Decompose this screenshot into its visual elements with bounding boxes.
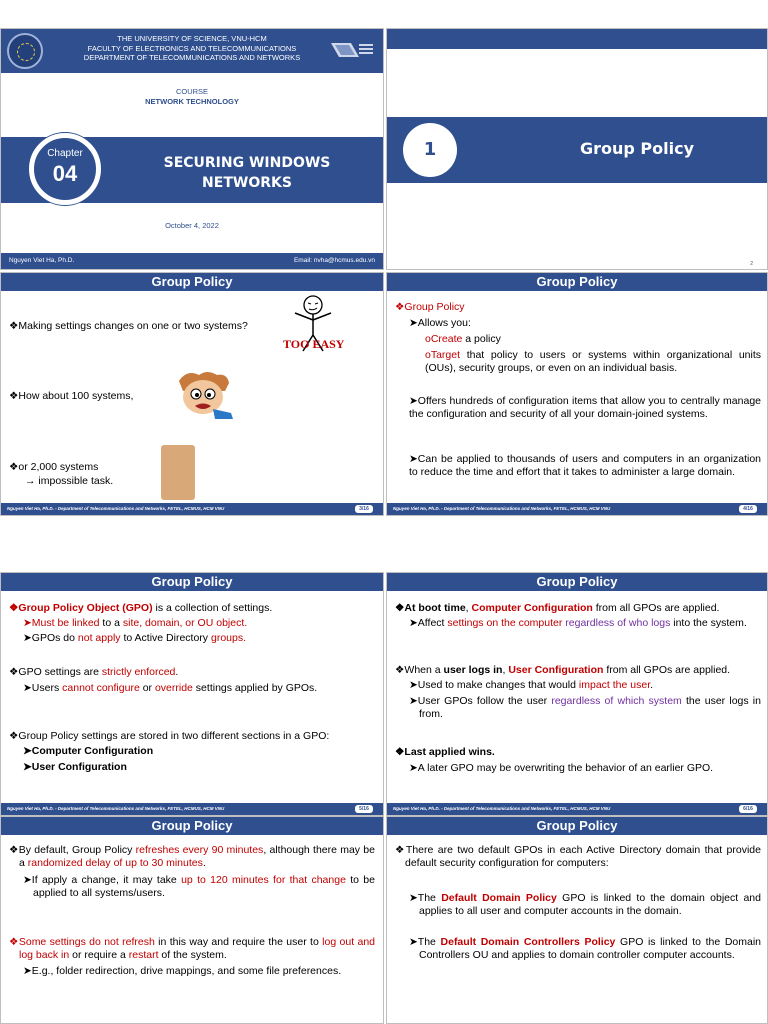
text-red: cannot configure <box>62 682 140 694</box>
bullet-line <box>9 602 272 615</box>
university-logo-icon <box>7 33 43 69</box>
text-plain: ➤Users <box>23 682 63 694</box>
department-line: DEPARTMENT OF TELECOMMUNICATIONS AND NETWORKS <box>83 53 301 62</box>
text-bold: user logs in <box>443 664 503 676</box>
slide-why-group-policy <box>0 272 384 516</box>
text-plain: to Active Directory <box>120 632 211 644</box>
text-plain: ➤The <box>409 936 441 948</box>
footer-text: Nguyen Viet Ha, Ph.D. - Department of Telecommunications and Networks, FETEL, HCMUS, HCM VNU <box>393 506 611 511</box>
chapter-title-line2: NETWORKS <box>202 175 292 191</box>
sub-bullet-line <box>409 695 761 721</box>
text-red: refreshes every 90 minutes <box>135 844 264 856</box>
text-plain: that policy to users or systems within organizational units (OUs), security groups, or even on an individual basis. <box>425 349 761 374</box>
chapter-title-line1: SECURING WINDOWS <box>163 155 331 171</box>
heading-bullet: ❖Group Policy <box>395 301 465 313</box>
bullet-line: ❖Group Policy settings are stored in two different sections in a GPO: <box>9 730 330 742</box>
text-plain: , although there may be a <box>19 844 375 869</box>
text-plain: is a collection of settings. <box>152 602 273 614</box>
text-plain: in this way and require the user to <box>154 936 323 948</box>
text-plain: ➤The <box>409 892 442 904</box>
lecture-date: October 4, 2022 <box>165 221 219 230</box>
text-plain: of the system. <box>158 949 227 961</box>
sub-bullet-line <box>23 632 246 645</box>
slide-footer <box>387 503 767 515</box>
page-number: 6/16 <box>739 805 757 813</box>
sub-bullet-text: ➤Allows you: <box>409 317 471 329</box>
text-plain: settings applied by GPOs. <box>192 682 318 694</box>
text-red: up to 120 minutes for that change <box>181 874 346 886</box>
text-plain: , <box>465 602 472 614</box>
text-bold: ❖At boot time <box>395 602 466 614</box>
text-red: ➤Must be linked <box>23 617 100 629</box>
chapter-title <box>131 153 363 193</box>
text-plain: ➤Used to make changes that would <box>409 679 579 691</box>
page-number: 2 <box>750 261 753 267</box>
text-plain: to a <box>99 617 123 629</box>
text-plain: or <box>139 682 155 694</box>
sub-bullet-line <box>409 617 761 630</box>
text-red: restart <box>128 949 159 961</box>
page-number: 5/16 <box>355 805 373 813</box>
text-plain: from all GPOs are applied. <box>592 602 720 614</box>
text-red: groups. <box>210 632 247 644</box>
university-line: THE UNIVERSITY OF SCIENCE, VNU-HCM <box>117 34 267 43</box>
footer-text: Nguyen Viet Ha, Ph.D. - Department of Telecommunications and Networks, FETEL, HCMUS, HCM VNU <box>7 806 225 811</box>
text-plain: ➤GPOs do <box>23 632 78 644</box>
bullet-line <box>9 844 375 870</box>
text-plain: GPO is linked to the domain object and applies to all user and computer accounts in the domain. <box>419 892 761 917</box>
text-plain: or require a <box>69 949 129 961</box>
section-title: Group Policy <box>579 139 695 158</box>
text-plain: . <box>650 679 654 691</box>
slide-title-bar: Group Policy <box>1 573 383 591</box>
text-red: impact the user <box>578 679 651 691</box>
text-plain: ❖When a <box>395 664 444 676</box>
bullet-text: ❖Making settings changes on one or two systems? <box>9 320 248 332</box>
too-easy-label: TOO EASY <box>283 337 345 351</box>
university-header <box>1 29 383 73</box>
bullet-text: ❖or 2,000 systems <box>9 461 99 473</box>
bullet-line: ❖Last applied wins. <box>395 746 495 758</box>
bullet-line <box>395 664 730 677</box>
text-plain: ➤User GPOs follow the user <box>409 695 552 707</box>
text-red: strictly enforced <box>101 666 176 678</box>
slide-configuration-application <box>386 572 768 816</box>
slide-title-bar: Group Policy <box>387 273 767 291</box>
slide-refresh-interval <box>0 816 384 1024</box>
text-red: not apply <box>77 632 121 644</box>
text-red: Target <box>430 349 461 361</box>
sub-bullet-text: → impossible task. <box>25 475 114 487</box>
slide-title <box>0 28 384 270</box>
chapter-number: 04 <box>52 161 78 186</box>
sub-bullet-line <box>409 936 761 962</box>
text-red: Create <box>430 333 463 345</box>
section-top-bar <box>387 29 767 49</box>
text-purple: regardless of who logs <box>562 617 671 629</box>
sub-bullet-line <box>409 892 761 918</box>
sub-bullet-line: ➤E.g., folder redirection, drive mappings, and some file preferences. <box>23 965 342 977</box>
text-plain: GPO is linked to the Domain Controllers OU and applies to domain controller computer accounts. <box>419 936 761 961</box>
text-red: User Configuration <box>508 664 604 676</box>
course-label: COURSE <box>175 87 209 96</box>
title-footer <box>1 253 383 269</box>
page-number: 4/16 <box>739 505 757 513</box>
slide-footer <box>1 503 383 515</box>
text-red: log out and log back in <box>19 936 376 961</box>
page-number: 3/16 <box>355 505 373 513</box>
bullet-line <box>9 936 375 962</box>
tired-child-photo <box>161 445 195 500</box>
sub-bullet-line <box>23 874 375 900</box>
sub-bullet-line <box>409 679 653 692</box>
text-red: settings on the computer <box>447 617 563 629</box>
bullet-line: ❖There are two default GPOs in each Active Directory domain that provide default security configuration for computers: <box>395 844 761 869</box>
slide-group-policy-overview <box>386 272 768 516</box>
slide-title-bar: Group Policy <box>1 817 383 835</box>
text-red: randomized delay of up to 30 minutes <box>27 857 203 869</box>
paragraph: ➤Can be applied to thousands of users and computers in an organization to reduce the time and effort that it takes to administer a large domain. <box>409 453 761 478</box>
text-plain: ❖By default, Group Policy <box>9 844 136 856</box>
chapter-label: Chapter <box>47 148 83 159</box>
course-block <box>1 87 383 107</box>
faculty-logo-icon <box>329 39 375 61</box>
faculty-line: FACULTY OF ELECTRONICS AND TELECOMMUNICATIONS <box>87 43 297 53</box>
slide-title-bar: Group Policy <box>387 817 767 835</box>
text-plain: , <box>502 664 509 676</box>
text-red: ❖Group Policy Object (GPO) <box>9 602 153 614</box>
text-plain: . <box>202 857 206 869</box>
sub-bullet-line: ➤User Configuration <box>23 761 127 773</box>
text-plain: ❖GPO settings are <box>9 666 102 678</box>
text-red: site, domain, or OU object. <box>122 617 248 629</box>
list-item: oCreate a policy <box>425 333 501 345</box>
text-plain: . <box>175 666 179 678</box>
course-name: NETWORK TECHNOLOGY <box>145 97 239 106</box>
slide-footer <box>1 803 383 815</box>
text-red: Computer Configuration <box>471 602 593 614</box>
author-name: Nguyen Viet Ha, Ph.D. <box>9 257 75 264</box>
text-red: override <box>154 682 193 694</box>
sub-bullet-line: ➤A later GPO may be overwriting the behavior of an earlier GPO. <box>409 762 714 774</box>
slide-default-gpos <box>386 816 768 1024</box>
slide-title-bar: Group Policy <box>1 273 383 291</box>
text-plain: ➤If apply a change, it may take <box>23 874 182 886</box>
text-plain: the user logs in from. <box>419 695 761 720</box>
sub-bullet-line <box>23 617 247 630</box>
text-red: ❖Some settings do not refresh <box>9 936 155 948</box>
paragraph: ➤Offers hundreds of configuration items that allow you to centrally manage the configuration and security of all your domain-joined systems. <box>409 395 761 420</box>
slide-gpo-definition <box>0 572 384 816</box>
slide-section <box>386 28 768 270</box>
text-plain: into the system. <box>670 617 747 629</box>
footer-text: Nguyen Viet Ha, Ph.D. - Department of Telecommunications and Networks, FETEL, HCMUS, HCM VNU <box>393 806 611 811</box>
text-plain: from all GPOs are applied. <box>603 664 731 676</box>
text-plain: to be applied to all systems/users. <box>33 874 375 899</box>
stressed-face-icon <box>173 369 237 419</box>
sub-bullet-line <box>23 682 317 695</box>
text-purple: regardless of which system <box>551 695 682 707</box>
slide-title-bar: Group Policy <box>387 573 767 591</box>
bullet-line <box>395 602 719 615</box>
text-plain: a policy <box>462 333 501 345</box>
text-red: Default Domain Policy <box>441 892 557 904</box>
author-email: Email: nvha@hcmus.edu.vn <box>293 257 375 264</box>
section-number: 1 <box>403 123 457 177</box>
bullet-line <box>9 666 178 679</box>
slide-footer <box>387 803 767 815</box>
text-plain: ➤Affect <box>409 617 448 629</box>
chapter-badge <box>29 133 101 205</box>
bullet-text: ❖How about 100 systems, <box>9 390 134 402</box>
sub-bullet-line: ➤Computer Configuration <box>23 745 154 757</box>
list-item: oTarget that policy to users or systems within organizational units (OUs), security groups, or even on an individual basis. <box>425 349 761 374</box>
footer-text: Nguyen Viet Ha, Ph.D. - Department of Telecommunications and Networks, FETEL, HCMUS, HCM VNU <box>7 506 225 511</box>
text-red: Default Domain Controllers Policy <box>440 936 616 948</box>
